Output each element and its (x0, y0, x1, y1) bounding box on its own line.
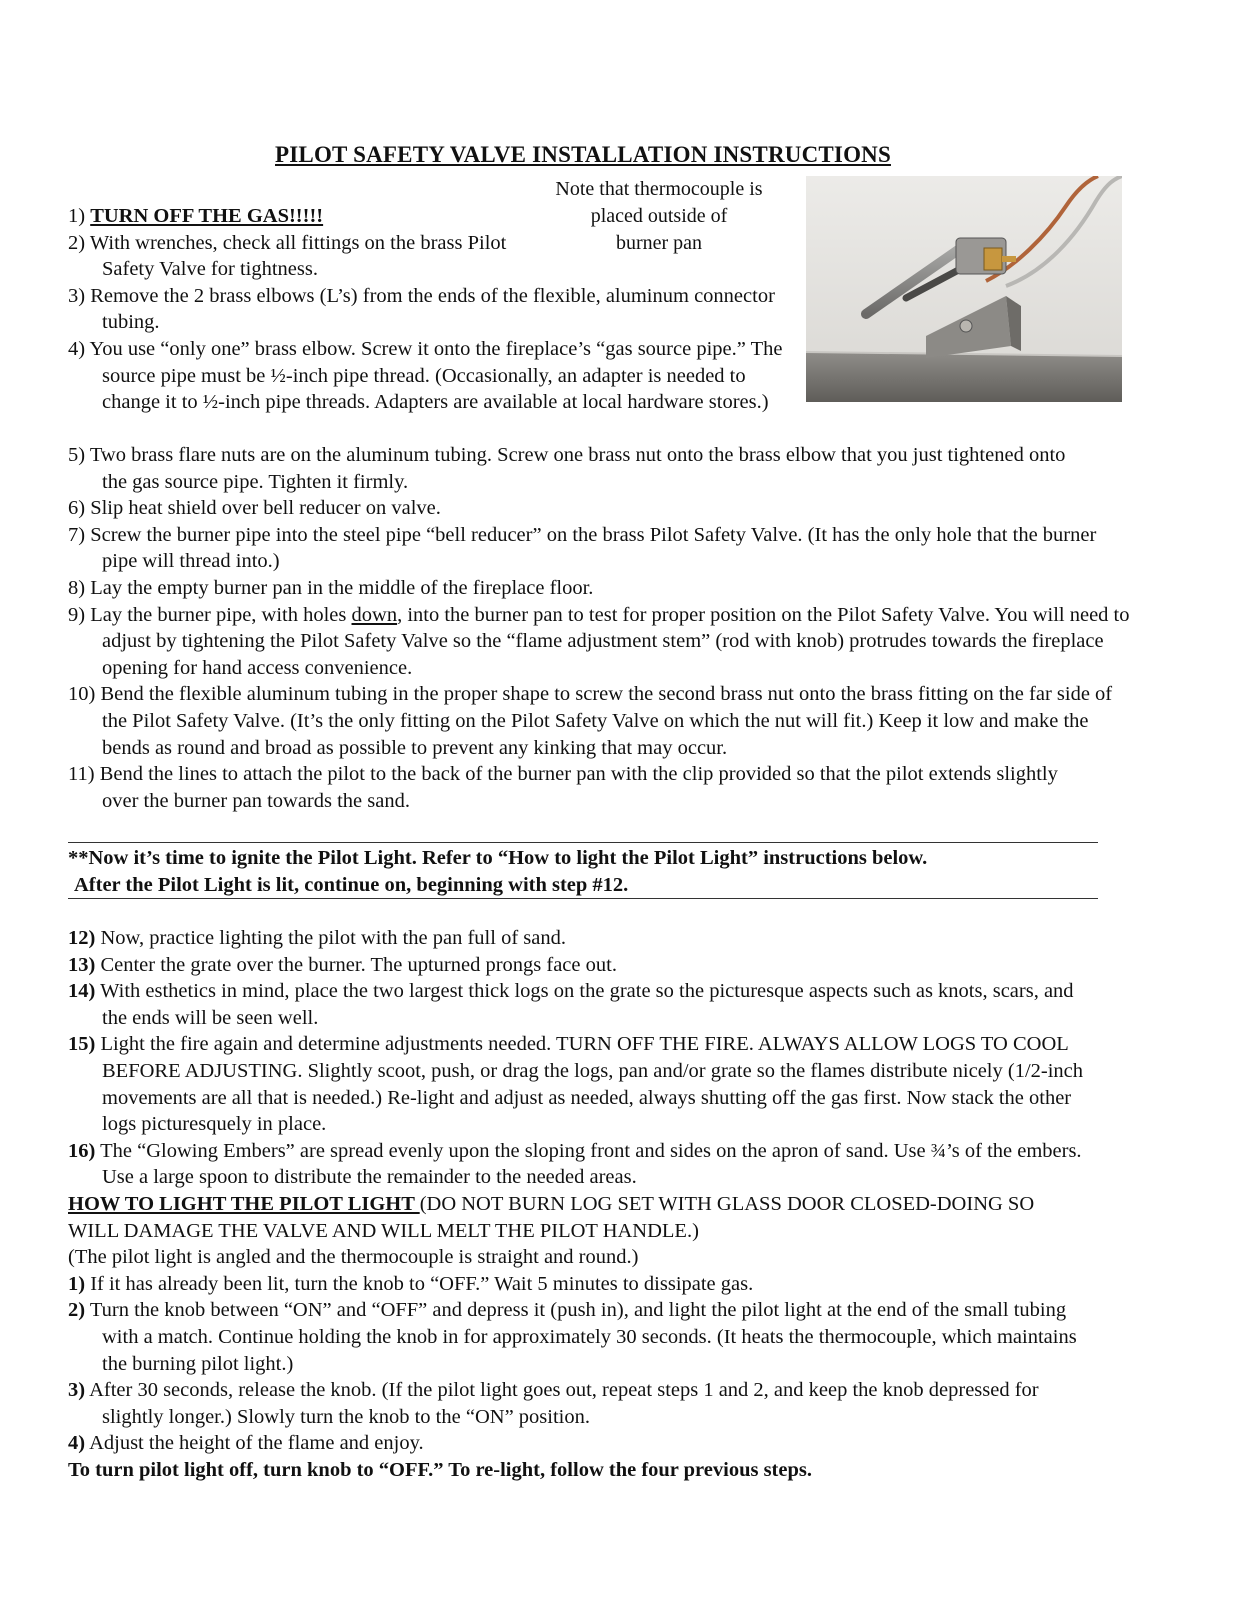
step-item (68, 602, 1132, 682)
callout-top-rule (68, 842, 1098, 843)
step-text-cont: available at local hardware stores.) (483, 391, 769, 414)
step-text: TURN OFF THE GAS!!!!! (90, 205, 324, 227)
step-item (68, 761, 1072, 814)
step-number: 16) (68, 1139, 96, 1162)
step-text-cont: adapter is needed to change it to ½-inch pipe threads. Adapters are (102, 364, 746, 414)
step-item (68, 952, 1098, 979)
note-line: burner pan (615, 232, 703, 254)
note-line: Note that thermocouple is (555, 178, 763, 200)
step-item (68, 495, 1098, 522)
step-number: 3) (68, 1379, 86, 1402)
steps-12-16 (68, 925, 1098, 1483)
howto-warning: (DO NOT BURN LOG SET WITH GLASS DOOR CLOSED-DOING SO WILL DAMAGE THE VALVE AND WILL MELT THE PILOT HANDLE.) (68, 1192, 1035, 1242)
pilot-valve-photo (806, 176, 1122, 402)
step-text: Remove the 2 brass elbows (L’s) from the ends of the flexible, aluminum (90, 284, 689, 307)
steps-1-4 (68, 203, 783, 416)
step-text: Bend the lines to attach the pilot to the back of the burner pan with the clip provided so that the pilot extends slightly over the burner pan towards the sand. (99, 763, 1058, 812)
step-item (68, 336, 792, 416)
step-number: 9) (68, 603, 86, 626)
step-number: 6) (68, 497, 86, 520)
step-number: 14) (68, 980, 96, 1003)
howto-heading (68, 1191, 1048, 1244)
final-instruction: To turn pilot light off, turn knob to “OFF.” To re-light, follow the four previous steps. (68, 1458, 812, 1481)
step-text: Now, practice lighting the pilot with the pan full of sand. (100, 927, 566, 949)
step-item (68, 1297, 1102, 1377)
step-item (68, 925, 1098, 952)
step-text: If it has already been lit, turn the knob to “OFF.” Wait 5 minutes to dissipate gas. (90, 1272, 754, 1295)
step-item (68, 1031, 1098, 1137)
step-text: The “Glowing Embers” are spread evenly upon the sloping front and sides on the apron of sand. Use ¾’s of the embers. Use a large spoon to distribute the remainder to the needed areas. (100, 1139, 1082, 1189)
step-item (68, 575, 1098, 602)
step-text: You use “only one” brass elbow. Screw it onto the fireplace’s “gas source (89, 337, 692, 360)
callout-line: After the Pilot Light is lit, continue on, beginning with step #12. (74, 874, 629, 896)
step-item (68, 1377, 1082, 1430)
step-number: 2) (68, 231, 86, 254)
step-text: Turn the knob between “ON” and “OFF” and depress it (push in), and light the pilot light at the end of the small tubing with a match. Continue holding the knob in for approximately 30 seconds. (It heats the thermocouple, which maintains the burning pilot light.) (89, 1299, 1077, 1375)
step-text: Two brass flare nuts are on the aluminum tubing. Screw one brass nut onto the brass elbow that you just tightened onto the gas source pipe. Tighten it firmly. (89, 444, 1066, 493)
step-text: Screw the burner pipe into the steel pipe “bell reducer” on the brass Pilot Safety Valve. (It has the only hole that the burner pipe will thread into.) (90, 523, 1097, 573)
step-number: 10) (68, 683, 96, 706)
step-item (68, 283, 802, 336)
step-number: 2) (68, 1299, 86, 1322)
step-number: 7) (68, 523, 86, 546)
step-number: 12) (68, 927, 96, 949)
step-text: After 30 seconds, release the knob. (If the pilot light goes out, repeat steps 1 and 2, and keep the knob depressed for slightly longer.) Slowly turn the knob to the “ON” position. (89, 1379, 1039, 1428)
step-text-cont: pipe.” The source pipe must be ½-inch pipe thread. (Occasionally, an (102, 337, 783, 387)
step-text: Adjust the height of the flame and enjoy. (89, 1432, 424, 1455)
step-text: Slip heat shield over bell reducer on valve. (90, 497, 441, 520)
step-number: 3) (68, 284, 86, 307)
step-text: , into the burner pan to test for proper position on the Pilot Safety Valve. You will need to adjust by tightening the Pilot Safety Valve so the “flame adjustment stem” (rod with knob) protrudes towards the fireplace opening for hand access convenience. (102, 603, 1130, 679)
howto-subnote: (The pilot light is angled and the thermocouple is straight and round.) (68, 1246, 639, 1269)
step-text: Center the grate over the burner. The upturned prongs face out. (100, 953, 617, 976)
steps-5-11 (68, 442, 1130, 814)
step-item (68, 522, 1117, 575)
step-item (68, 230, 562, 283)
step-number: 1) (68, 1272, 86, 1295)
step-item (68, 1271, 1098, 1298)
step-number: 4) (68, 337, 86, 360)
page-title: PILOT SAFETY VALVE INSTALLATION INSTRUCTIONS (275, 142, 891, 167)
step-number: 13) (68, 953, 96, 976)
step-text: Lay the burner pipe, with holes (90, 603, 352, 626)
step-number: 4) (68, 1432, 86, 1455)
step-number: 5) (68, 444, 86, 466)
step-text: With wrenches, check all fittings on the brass (89, 231, 463, 254)
step-text: Lay the empty burner pan in the middle of the fireplace floor. (90, 576, 594, 599)
step-number: 15) (68, 1033, 96, 1056)
step-item (68, 681, 1132, 761)
step-text: With esthetics in mind, place the two largest thick logs on the grate so the picturesque aspects such as knots, scars, and the ends will be seen well. (100, 980, 1074, 1029)
step-item (68, 442, 1082, 495)
step-text-underlined: down (351, 603, 398, 626)
step-item (68, 978, 1098, 1031)
ignite-callout (68, 845, 1098, 899)
step-text-cont: connector tubing. (102, 284, 775, 334)
step-item (68, 1430, 1098, 1457)
step-number: 1) (68, 205, 86, 227)
step-item (68, 203, 768, 230)
step-number: 8) (68, 576, 86, 599)
step-item (68, 1138, 1098, 1191)
step-number: 11) (68, 763, 95, 786)
step-text: Light the fire again and determine adjustments needed. TURN OFF THE FIRE. ALWAYS ALLOW LOGS TO COOL BEFORE ADJUSTING. Slightly scoot, push, or drag the logs, pan and/or grate so the flames distribute nicely (1/2-inch movements are all that is needed.) Re-light and adjust as needed, always shutting off the gas first. Now stack the other logs picturesquely in place. (100, 1033, 1084, 1136)
step-text: Bend the flexible aluminum tubing in the proper shape to screw the second brass nut onto the brass fitting on the far side of the Pilot Safety Valve. (It’s the only fitting on the Pilot Safety Valve on which the nut will fit.) Keep it low and make the bends as round and broad as possible to prevent any kinking that may occur. (100, 683, 1113, 759)
callout-bottom-rule (68, 898, 1098, 899)
callout-line: **Now it’s time to ignite the Pilot Light. Refer to “How to light the Pilot Light” instructions below. (68, 847, 928, 869)
step-text-cont: Pilot Safety Valve for tightness. (102, 231, 507, 281)
note-line: placed outside of (590, 205, 728, 227)
howto-title: HOW TO LIGHT THE PILOT LIGHT (68, 1192, 420, 1215)
